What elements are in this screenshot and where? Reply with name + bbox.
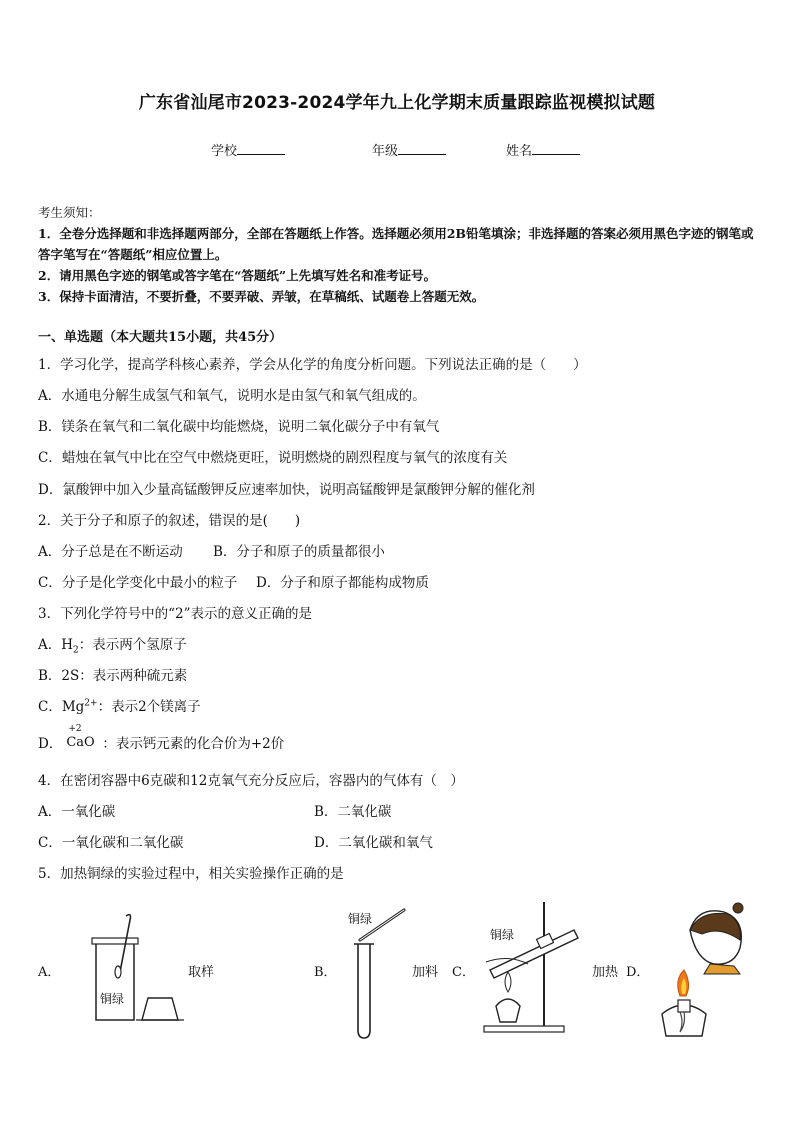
alcohol-lamp	[496, 999, 520, 1022]
question-3-option-b[interactable]: B．2S：表示两种硫元素	[38, 668, 188, 684]
page-title: 广东省汕尾市2023-2024学年九上化学期末质量跟踪监视模拟试题	[138, 93, 656, 113]
school-field[interactable]	[211, 140, 285, 159]
cao-valence-formula	[66, 724, 100, 751]
question-4-stem: 4．在密闭容器中6克碳和12克氧气充分反应后，容器内的气体有（ ）	[38, 773, 464, 789]
exam-notice	[38, 202, 760, 307]
question-3-option-d[interactable]	[38, 724, 285, 752]
notice-heading: 考生须知：	[38, 205, 101, 220]
question-4-option-c[interactable]: C．一氧化碳和二氧化碳	[38, 835, 184, 851]
question-4-option-a[interactable]: A．一氧化碳	[38, 804, 116, 820]
bottle-stopper	[142, 998, 178, 1020]
notice-item-3: 3．保持卡面清洁，不要折叠，不要弄破、弄皱，在草稿纸、试题卷上答题无效。	[38, 289, 485, 304]
question-1-option-b[interactable]: B．镁条在氧气和二氧化碳中均能燃烧，说明二氧化碳分子中有氧气	[38, 419, 440, 435]
q5-option-d-letter[interactable]: D．	[626, 965, 650, 980]
q5-b-tube-label: 铜绿	[348, 912, 373, 926]
cao-charge: +2	[68, 724, 82, 734]
q3-c-text: ：表示2个镁离子	[97, 699, 201, 715]
question-3-option-a[interactable]	[38, 633, 187, 656]
question-2-option-b[interactable]: B．分子和原子的质量都很小	[213, 544, 385, 560]
question-1-option-d[interactable]: D．氯酸钾中加入少量高锰酸钾反应速率加快，说明高锰酸钾是氯酸钾分解的催化剂	[38, 482, 535, 498]
q3-d-text: ：表示钙元素的化合价为+2价	[102, 736, 285, 752]
test-tube	[358, 944, 370, 1038]
name-field[interactable]	[506, 140, 580, 159]
q5-option-b-label: 加料	[412, 965, 439, 980]
q3-d-prefix: D．	[38, 736, 63, 752]
name-label: 姓名	[506, 144, 533, 159]
grade-label: 年级	[372, 144, 399, 159]
question-2-option-c[interactable]: C．分子是化学变化中最小的粒子	[38, 575, 238, 591]
question-1-option-c[interactable]: C．蜡烛在氧气中比在空气中燃烧更旺，说明燃烧的剧烈程度与氧气的浓度有关	[38, 450, 508, 466]
notice-item-1: 1．全卷分选择题和非选择题两部分，全部在答题纸上作答。选择题必须用2B铅笔填涂；非选择题的答案必须用黑色字迹的钢笔或答字笔写在“答题纸”相应位置上。	[38, 226, 754, 262]
school-blank[interactable]	[237, 142, 285, 155]
flame-icon	[505, 972, 511, 992]
q5-option-c-label: 加热	[592, 965, 619, 980]
cao-formula: CaO	[66, 735, 95, 750]
question-2-option-d[interactable]: D．分子和原子都能构成物质	[256, 575, 429, 591]
heating-illustration	[478, 902, 588, 1036]
q3-a-subscript: 2	[73, 645, 79, 656]
iron-stand-base	[484, 1026, 564, 1032]
section-title: 一、单选题（本大题共15小题，共45分）	[38, 330, 283, 345]
question-4-option-d[interactable]: D．二氧化碳和氧气	[314, 835, 433, 851]
q5-option-a-letter[interactable]: A．	[38, 965, 61, 980]
q5-option-c-letter[interactable]: C．	[452, 965, 475, 980]
notice-item-2: 2．请用黑色字迹的钢笔或答字笔在“答题纸”上先填写姓名和准考证号。	[38, 268, 437, 283]
q5-option-a-label: 取样	[188, 965, 215, 980]
question-1-option-a[interactable]: A．水通电分解生成氢气和氧气，说明水是由氢气和氧气组成的。	[38, 388, 426, 404]
question-2-stem: 2．关于分子和原子的叙述，错误的是( )	[38, 513, 301, 529]
grade-blank[interactable]	[398, 142, 446, 155]
q3-a-text: ：表示两个氢原子	[78, 637, 187, 653]
q3-c-superscript: 2+	[84, 698, 98, 709]
q5-c-tube-label: 铜绿	[490, 928, 515, 942]
question-3-option-c[interactable]	[38, 695, 201, 715]
question-5-stem: 5．加热铜绿的实验过程中，相关实验操作正确的是	[38, 866, 344, 882]
reagent-bottle	[96, 940, 134, 1020]
q3-a-prefix: A．H	[38, 637, 74, 653]
q5-option-b-letter[interactable]: B．	[314, 965, 337, 980]
question-2-option-a[interactable]: A．分子总是在不断运动	[38, 544, 183, 560]
sampling-illustration	[80, 912, 190, 1024]
q3-c-prefix: C．Mg	[38, 699, 85, 715]
question-3-stem: 3．下列化学符号中的“2”表示的意义正确的是	[38, 606, 312, 622]
school-label: 学校	[211, 144, 238, 159]
name-blank[interactable]	[532, 142, 580, 155]
question-4-option-b[interactable]: B．二氧化碳	[314, 804, 392, 820]
grade-field[interactable]	[372, 140, 446, 159]
question-1-stem: 1．学习化学，提高学科核心素养，学会从化学的角度分析问题。下列说法正确的是（ ）	[38, 357, 587, 373]
q5-a-bottle-label: 铜绿	[100, 992, 125, 1006]
student-and-lamp-illustration	[650, 900, 760, 1040]
